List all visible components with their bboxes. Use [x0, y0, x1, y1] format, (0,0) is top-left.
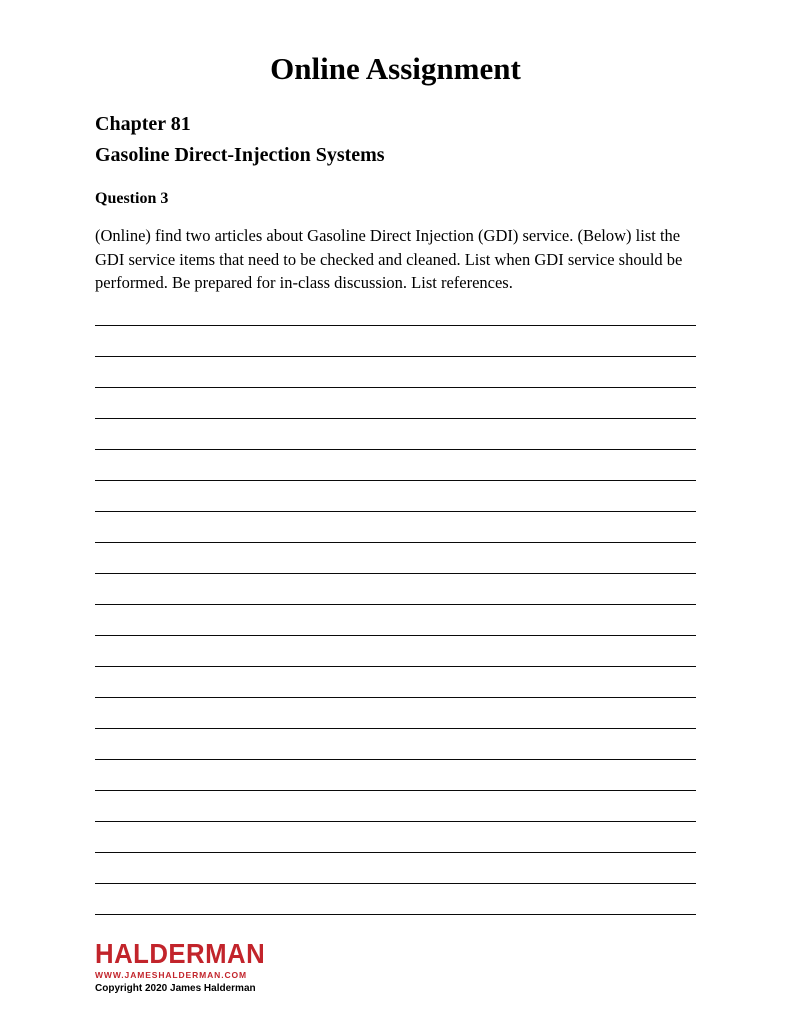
footer	[95, 940, 280, 994]
answer-line	[95, 667, 696, 698]
page-title: Online Assignment	[270, 51, 521, 86]
answer-line	[95, 388, 696, 419]
answer-line	[95, 450, 696, 481]
answer-line	[95, 884, 696, 915]
answer-line	[95, 543, 696, 574]
question-label: Question 3	[95, 190, 169, 208]
answer-line	[95, 698, 696, 729]
answer-line	[95, 419, 696, 450]
chapter-title: Gasoline Direct-Injection Systems	[95, 144, 385, 167]
answer-line	[95, 295, 696, 326]
answer-line	[95, 357, 696, 388]
answer-line	[95, 791, 696, 822]
question-instructions: (Online) find two articles about Gasoline Direct Injection (GDI) service. (Below) list the GDI service items that need to be checked and cleaned. List when GDI service should be performed. Be prepared for in-class discussion. List references.	[95, 226, 683, 293]
answer-line	[95, 326, 696, 357]
chapter-number: Chapter 81	[95, 113, 191, 136]
answer-line	[95, 574, 696, 605]
answer-line	[95, 512, 696, 543]
answer-lines	[95, 295, 696, 915]
copyright-text: Copyright 2020 James Halderman	[95, 983, 256, 994]
logo-website-url: WWW.JAMESHALDERMAN.COM	[95, 970, 248, 980]
answer-line	[95, 853, 696, 884]
halderman-logo: HALDERMAN	[95, 938, 266, 969]
answer-line	[95, 605, 696, 636]
answer-line	[95, 822, 696, 853]
answer-line	[95, 760, 696, 791]
answer-line	[95, 481, 696, 512]
answer-line	[95, 729, 696, 760]
answer-line	[95, 636, 696, 667]
